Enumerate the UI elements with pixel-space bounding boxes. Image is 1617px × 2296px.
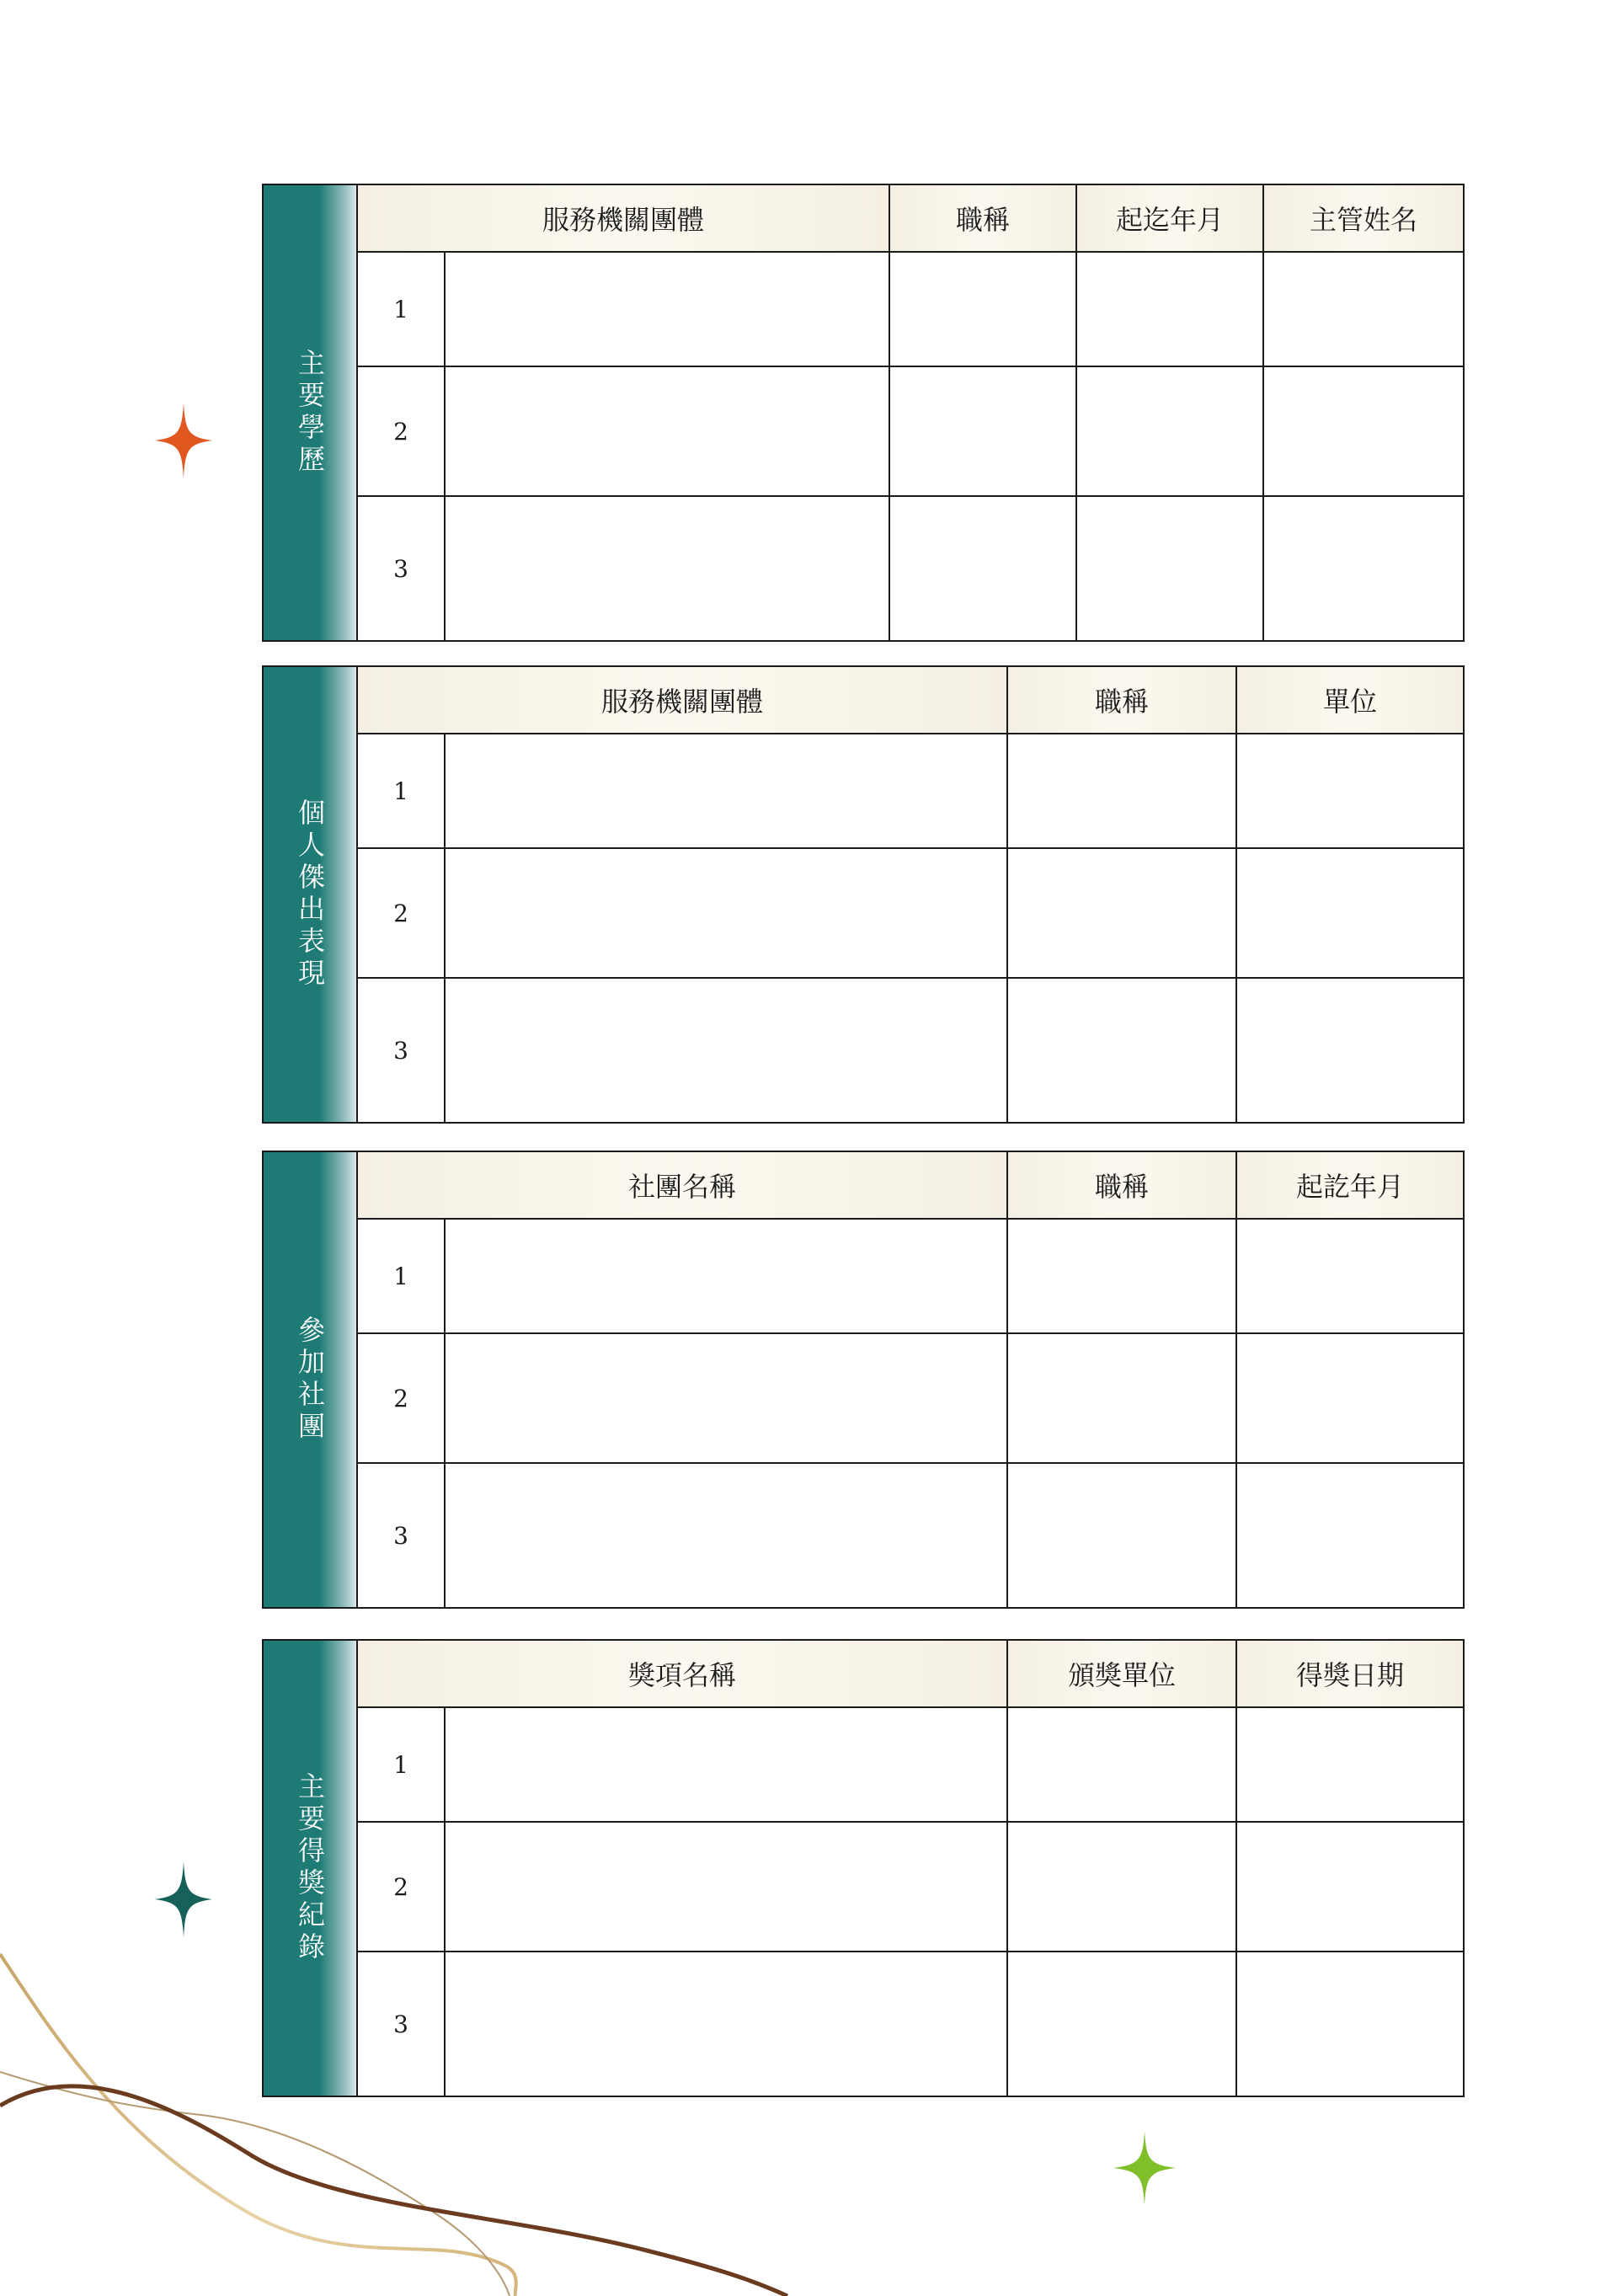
column-header: 起迄年月 (1077, 185, 1264, 251)
table-grid (358, 667, 1463, 1122)
input-cell[interactable] (1008, 1952, 1237, 2096)
row-number: 3 (358, 1952, 446, 2096)
input-cell[interactable] (1264, 253, 1463, 366)
input-cell[interactable] (446, 367, 890, 495)
table-grid (358, 185, 1463, 640)
input-cell[interactable] (1008, 1464, 1237, 1607)
row-number: 2 (358, 1334, 446, 1462)
input-cell[interactable] (1077, 253, 1264, 366)
input-cell[interactable] (1008, 734, 1237, 847)
column-header: 獎項名稱 (358, 1641, 1008, 1706)
table-header-row (358, 185, 1463, 253)
input-cell[interactable] (1008, 979, 1237, 1122)
education-table (262, 184, 1465, 642)
table-grid (358, 1152, 1463, 1607)
row-number: 1 (358, 734, 446, 847)
input-cell[interactable] (1264, 497, 1463, 640)
section-side-band (264, 1152, 358, 1607)
row-number: 2 (358, 367, 446, 495)
sparkle-icon (155, 1861, 212, 1937)
table-row (358, 1334, 1463, 1464)
row-number: 3 (358, 1464, 446, 1607)
section-title: 主要得獎紀錄 (294, 1772, 326, 1964)
table-row (358, 734, 1463, 849)
table-header-row (358, 667, 1463, 734)
input-cell[interactable] (446, 497, 890, 640)
section-title: 個人傑出表現 (294, 798, 326, 990)
input-cell[interactable] (1237, 849, 1463, 977)
input-cell[interactable] (890, 497, 1077, 640)
column-header: 職稱 (1008, 667, 1237, 733)
input-cell[interactable] (1237, 734, 1463, 847)
row-number: 1 (358, 1220, 446, 1332)
input-cell[interactable] (1237, 1220, 1463, 1332)
table-row (358, 979, 1463, 1122)
input-cell[interactable] (1237, 1708, 1463, 1821)
input-cell[interactable] (1077, 367, 1264, 495)
row-number: 3 (358, 979, 446, 1122)
input-cell[interactable] (446, 734, 1008, 847)
input-cell[interactable] (1237, 1952, 1463, 2096)
decorative-curves (0, 1937, 808, 2296)
input-cell[interactable] (1008, 1334, 1237, 1462)
input-cell[interactable] (446, 979, 1008, 1122)
column-header: 服務機關團體 (358, 667, 1008, 733)
column-header: 社團名稱 (358, 1152, 1008, 1218)
column-header: 職稱 (890, 185, 1077, 251)
input-cell[interactable] (446, 1708, 1008, 1821)
section-title: 主要學歷 (294, 349, 326, 477)
column-header: 主管姓名 (1264, 185, 1463, 251)
input-cell[interactable] (446, 1220, 1008, 1332)
input-cell[interactable] (890, 253, 1077, 366)
column-header: 頒獎單位 (1008, 1641, 1237, 1706)
input-cell[interactable] (446, 849, 1008, 977)
input-cell[interactable] (1237, 1464, 1463, 1607)
input-cell[interactable] (1237, 979, 1463, 1122)
column-header: 起訖年月 (1237, 1152, 1463, 1218)
table-row (358, 1220, 1463, 1334)
section-side-band (264, 667, 358, 1122)
table-row (358, 497, 1463, 640)
row-number: 1 (358, 1708, 446, 1821)
input-cell[interactable] (1237, 1823, 1463, 1951)
input-cell[interactable] (1008, 1708, 1237, 1821)
input-cell[interactable] (446, 253, 890, 366)
input-cell[interactable] (1008, 849, 1237, 977)
table-header-row (358, 1641, 1463, 1708)
input-cell[interactable] (1008, 1220, 1237, 1332)
input-cell[interactable] (1237, 1334, 1463, 1462)
sparkle-icon (1113, 2131, 1176, 2205)
row-number: 3 (358, 497, 446, 640)
performance-table (262, 665, 1465, 1124)
input-cell[interactable] (446, 1464, 1008, 1607)
row-number: 2 (358, 1823, 446, 1951)
section-side-band (264, 185, 358, 640)
column-header: 單位 (1237, 667, 1463, 733)
column-header: 得獎日期 (1237, 1641, 1463, 1706)
table-row (358, 849, 1463, 979)
input-cell[interactable] (890, 367, 1077, 495)
table-row (358, 1823, 1463, 1952)
row-number: 1 (358, 253, 446, 366)
column-header: 職稱 (1008, 1152, 1237, 1218)
table-row (358, 1708, 1463, 1823)
table-row (358, 367, 1463, 497)
input-cell[interactable] (1077, 497, 1264, 640)
section-title: 參加社團 (294, 1316, 326, 1444)
input-cell[interactable] (1264, 367, 1463, 495)
sparkle-icon (155, 403, 212, 478)
input-cell[interactable] (1008, 1823, 1237, 1951)
column-header: 服務機關團體 (358, 185, 890, 251)
input-cell[interactable] (446, 1823, 1008, 1951)
table-row (358, 253, 1463, 367)
table-row (358, 1464, 1463, 1607)
row-number: 2 (358, 849, 446, 977)
input-cell[interactable] (446, 1334, 1008, 1462)
clubs-table (262, 1151, 1465, 1609)
table-header-row (358, 1152, 1463, 1220)
